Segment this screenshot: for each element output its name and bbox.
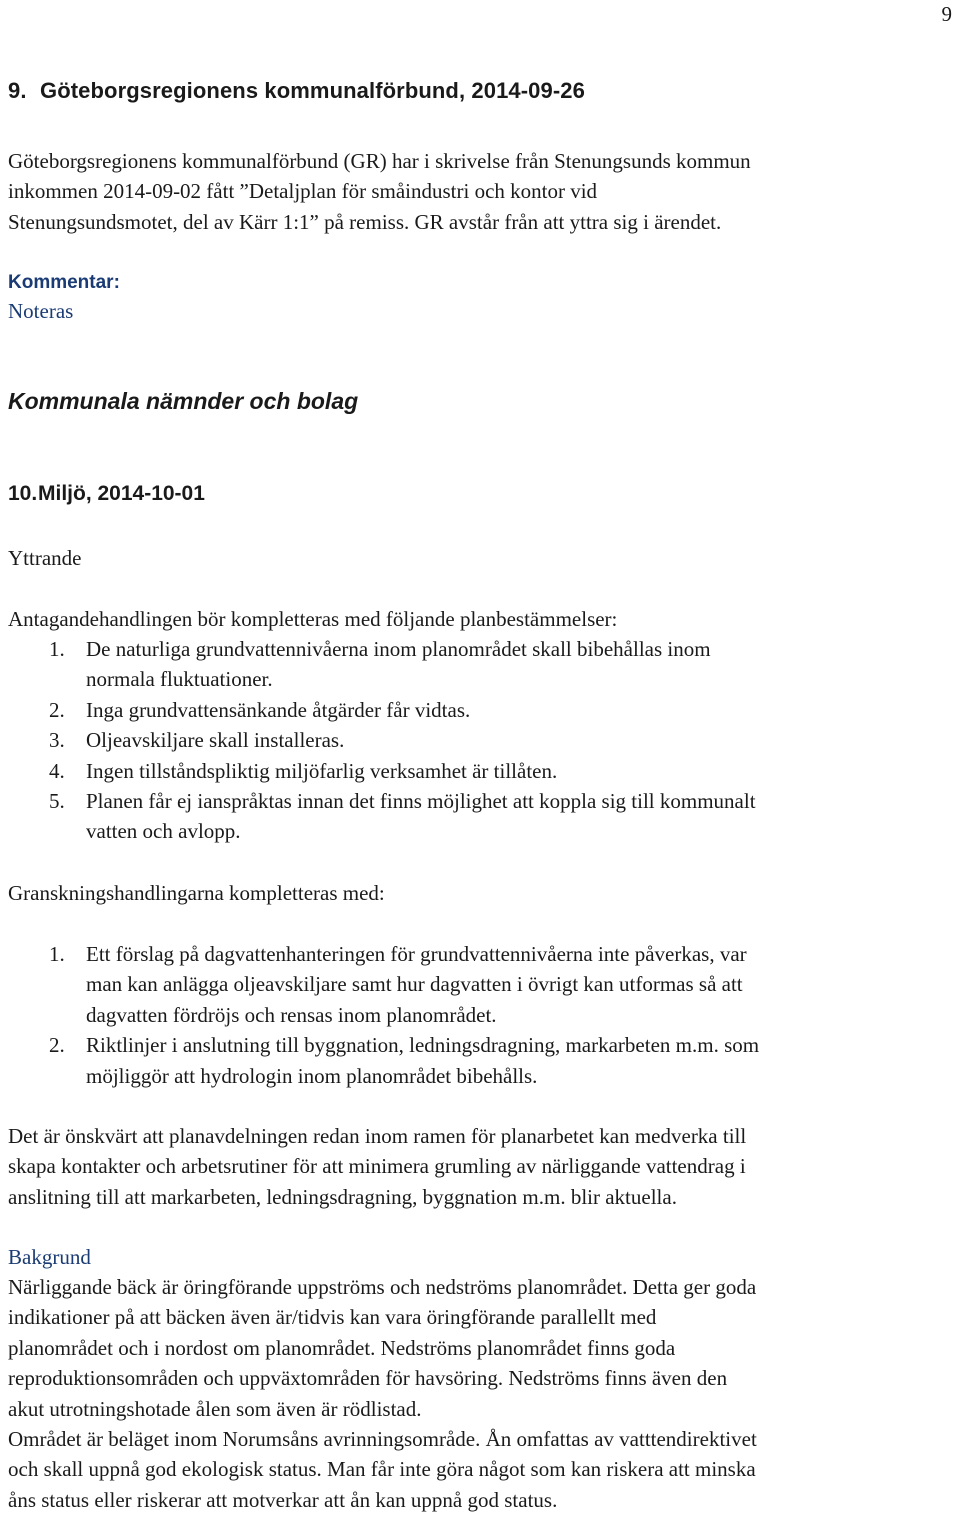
list-item-number: 5. [49,789,65,814]
list-item-line: Riktlinjer i anslutning till byggnation, ledningsdragning, markarbeten m.m. som [86,1033,760,1058]
list-item-number: 4. [49,758,65,783]
list-item-line: normala fluktuationer. [86,667,273,692]
paragraph-line: skapa kontakter och arbetsrutiner för att minimera grumling av närliggande vattendrag i [8,1154,746,1179]
section-10-heading [8,482,205,506]
list-item-number: 1. [49,942,65,966]
paragraph-line: åns status eller riskerar att motverkar att ån kan uppnå god status. [8,1487,558,1512]
gransk-title: Granskningshandlingarna kompletteras med: [8,881,385,905]
paragraph-line: Närliggande bäck är öringförande uppströms och nedströms planområdet. Detta ger goda [8,1275,757,1299]
list-item [8,756,946,786]
comment-label: Kommentar: [8,272,120,293]
list-item-line: man kan anlägga oljeavskiljare samt hur dagvatten i övrigt kan utformas så att [86,972,743,997]
section-10-number: 10. [8,482,38,505]
list-item [8,1030,946,1091]
list-item-number: 1. [49,637,65,661]
subheading: Kommunala nämnder och bolag [8,388,359,414]
section-9-title: Göteborgsregionens kommunalförbund, 2014-09-26 [40,78,585,103]
paragraph-line: Det är önskvärt att planavdelningen redan inom ramen för planarbetet kan medverka till [8,1124,747,1148]
paragraph-line: planområdet och i nordost om planområdet. Nedströms planområdet finns goda [8,1335,676,1360]
section-9-body-line: inkommen 2014-09-02 fått ”Detaljplan för småindustri och kontor vid [8,179,598,204]
list-item-number: 2. [49,1033,65,1058]
section-10-title: Miljö, 2014-10-01 [38,482,205,505]
list-item-line: möjliggör att hydrologin inom planområdet bibehålls. [86,1063,538,1088]
page-number: 9 [941,2,952,26]
list-item-number: 3. [49,728,65,753]
bakgrund-label: Bakgrund [8,1245,91,1269]
list-item-line: dagvatten fördröjs och rensas inom planområdet. [86,1002,497,1027]
list-item-line: Oljeavskiljare skall installeras. [86,728,345,753]
paragraph-line: indikationer på att bäcken även är/tidvis kan vara öringförande parallellt med [8,1305,657,1330]
section-9-body [8,146,751,237]
list-item [8,725,946,755]
list-item-line: Planen får ej ianspråktas innan det finns möjlighet att koppla sig till kommunalt [86,789,756,814]
yttrande-label: Yttrande [8,546,82,570]
list-item-number: 2. [49,697,65,722]
section-9-body-line: Göteborgsregionens kommunalförbund (GR) har i skrivelse från Stenungsunds kommun [8,149,751,173]
list-item-line: vatten och avlopp. [86,819,241,844]
section-9-number: 9. [8,78,27,103]
list-item [8,634,946,695]
wish-paragraph [8,1121,746,1212]
list-item [8,939,946,1030]
intro-text: Antagandehandlingen bör kompletteras med följande planbestämmelser: [8,607,618,631]
granskning-list [8,939,946,1091]
planbestammelser-list [8,634,946,847]
paragraph-line: anslitning till att markarbeten, ledningsdragning, byggnation m.m. blir aktuella. [8,1184,677,1209]
list-item-line: De naturliga grundvattennivåerna inom planområdet skall bibehållas inom [86,637,711,661]
list-item [8,695,946,725]
section-9-heading [8,78,585,104]
list-item-line: Ingen tillståndspliktig miljöfarlig verksamhet är tillåten. [86,758,558,783]
list-item-line: Inga grundvattensänkande åtgärder får vidtas. [86,697,471,722]
list-item-line: Ett förslag på dagvattenhanteringen för grundvattennivåerna inte påverkas, var [86,942,747,966]
paragraph-line: och skall uppnå god ekologisk status. Man får inte göra något som kan riskera att minska [8,1457,756,1482]
paragraph-line: Området är beläget inom Norumsåns avrinningsområde. Ån omfattas av vatttendirektivet [8,1427,757,1452]
bakgrund-paragraph [8,1272,757,1515]
list-item [8,786,946,847]
comment-value: Noteras [8,299,74,323]
section-9-body-line: Stenungsundsmotet, del av Kärr 1:1” på remiss. GR avstår från att yttra sig i ärendet. [8,209,722,234]
paragraph-line: reproduktionsområden och uppväxtområden för havsöring. Nedströms finns även den [8,1366,728,1391]
paragraph-line: akut utrotningshotade ålen som även är rödlistad. [8,1396,422,1421]
